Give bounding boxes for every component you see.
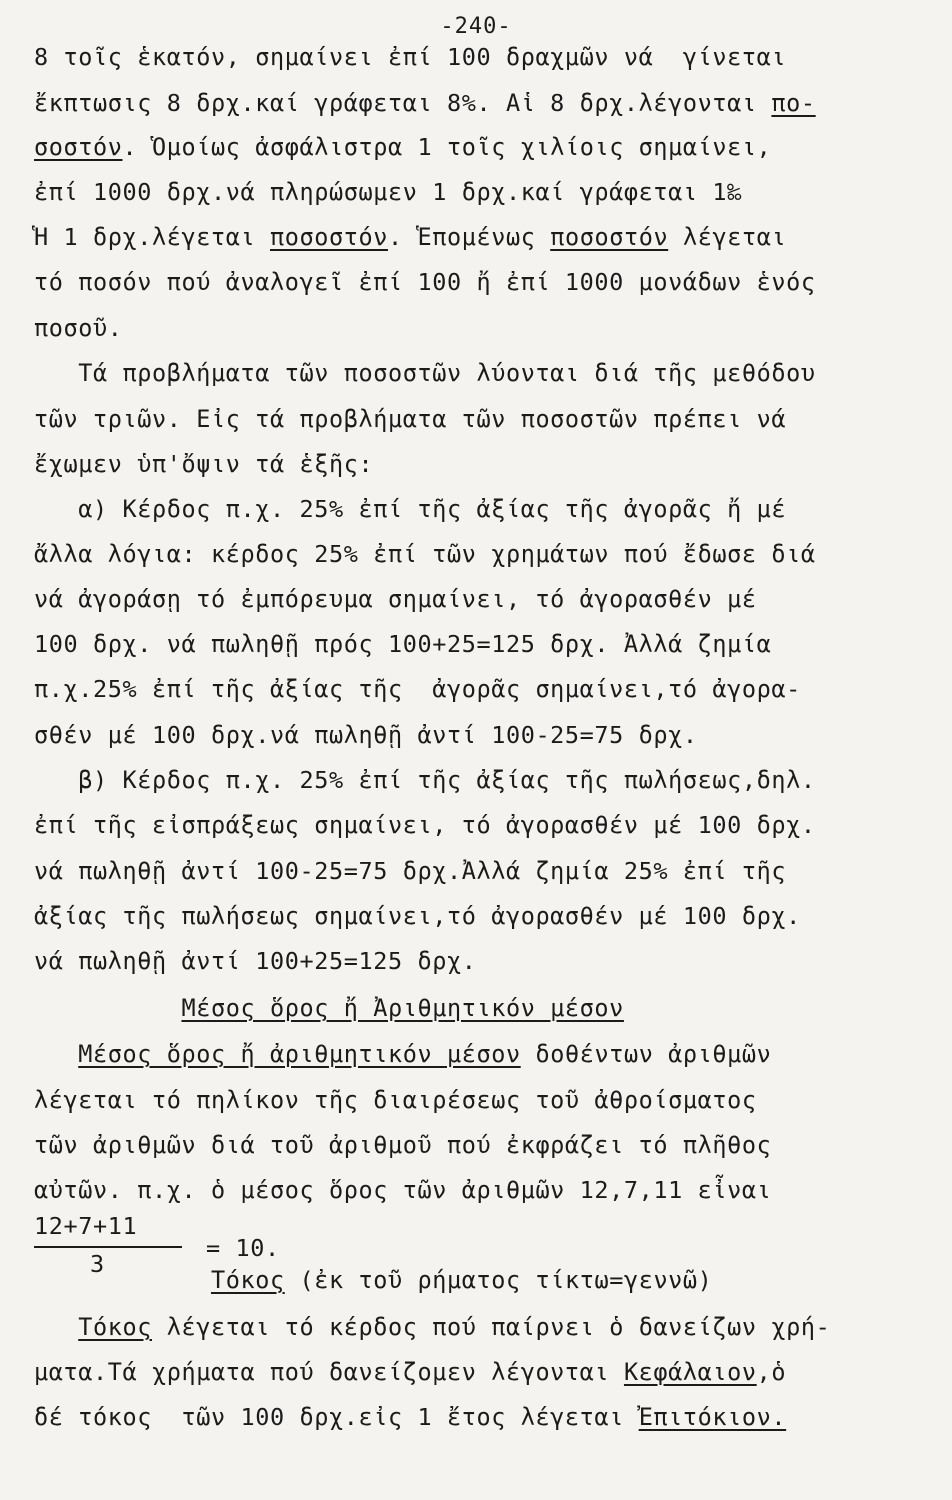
text-span: ποσοῦ. xyxy=(34,314,123,342)
text-line xyxy=(34,765,816,795)
underlined-text: σοστόν xyxy=(34,133,123,161)
text-span: ἀξίας τῆς πωλήσεως σημαίνει,τό ἀγορασθέν μέ 100 δρχ. xyxy=(34,902,801,930)
text-span: δέ τόκος τῶν 100 δρχ.εἰς 1 ἔτος λέγεται xyxy=(34,1403,639,1431)
text-span xyxy=(34,994,181,1022)
text-span: β) Κέρδος π.χ. 25% ἐπί τῆς ἀξίας τῆς πωλήσεως,δηλ. xyxy=(34,766,816,794)
underlined-text: Ἐπιτόκιον. xyxy=(638,1403,787,1431)
text-line xyxy=(34,313,123,343)
text-line xyxy=(34,1039,771,1069)
text-span: αὐτῶν. π.χ. ὁ μέσος ὅρος τῶν ἀριθμῶν 12,7,11 εἶναι xyxy=(34,1176,772,1204)
text-line xyxy=(34,42,786,72)
text-line xyxy=(34,810,816,840)
text-span: τῶν ἀριθμῶν διά τοῦ ἀριθμοῦ πού ἐκφράζει τό πλῆθος xyxy=(34,1131,772,1159)
text-line xyxy=(34,1175,771,1205)
underlined-text: Μέσος ὅρος ἤ Ἀριθμητικόν μέσον xyxy=(181,994,624,1022)
text-span: π.χ.25% ἐπί τῆς ἀξίας τῆς ἀγορᾶς σημαίνει,τό ἀγορα- xyxy=(34,675,801,703)
underlined-text: Μέσος ὅρος ἤ ἀριθμητικόν μέσον xyxy=(78,1040,521,1068)
text-line xyxy=(34,132,771,162)
text-line xyxy=(34,1357,786,1387)
text-line xyxy=(34,1085,757,1115)
text-span: νά πωληθῇ ἀντί 100-25=75 δρχ.Ἀλλά ζημία 25% ἐπί τῆς xyxy=(34,857,787,885)
underlined-text: Κεφάλαιον xyxy=(623,1358,757,1386)
text-span: λέγεται τό κέρδος πού παίρνει ὁ δανείζων χρή- xyxy=(152,1313,831,1341)
fraction-bar xyxy=(34,1246,182,1248)
text-line xyxy=(34,720,698,750)
underlined-text: Τόκος xyxy=(78,1313,152,1341)
text-span: τῶν τριῶν. Εἰς τά προβλήματα τῶν ποσοστῶν πρέπει νά xyxy=(34,405,787,433)
text-line xyxy=(34,404,786,434)
text-line xyxy=(34,1130,771,1160)
text-line xyxy=(34,177,742,207)
text-span: . Ὁμοίως ἀσφάλιστρα 1 τοῖς χιλίοις σημαίνει, xyxy=(122,133,772,161)
text-span: ἄλλα λόγια: κέρδος 25% ἐπί τῶν χρημάτων πού ἔδωσε διά xyxy=(34,540,816,568)
text-line xyxy=(34,856,786,886)
text-span: δοθέντων ἀριθμῶν xyxy=(520,1040,772,1068)
fraction-denominator: 3 xyxy=(90,1250,105,1278)
page-number: -240- xyxy=(440,14,512,39)
text-line xyxy=(34,674,801,704)
text-line xyxy=(34,993,624,1023)
text-span: λέγεται τό πηλίκον τῆς διαιρέσεως τοῦ ἀθροίσματος xyxy=(34,1086,757,1114)
text-span: . Ἑπομένως xyxy=(387,223,551,251)
text-span: 100 δρχ. νά πωληθῇ πρός 100+25=125 δρχ. Ἀλλά ζημία xyxy=(34,630,772,658)
text-span: σθέν μέ 100 δρχ.νά πωληθῇ ἀντί 100-25=75 δρχ. xyxy=(34,721,698,749)
underlined-text: πο- xyxy=(771,89,816,117)
text-span: Ἡ 1 δρχ.λέγεται xyxy=(34,223,270,251)
text-span: Τά προβλήματα τῶν ποσοστῶν λύονται διά τῆς μεθόδου xyxy=(34,359,816,387)
text-line xyxy=(34,1312,830,1342)
text-span: λέγεται xyxy=(668,223,787,251)
text-span: νά ἀγοράσῃ τό ἐμπόρευμα σημαίνει, τό ἀγορασθέν μέ xyxy=(34,585,757,613)
underlined-text: ποσοστόν xyxy=(269,223,388,251)
text-span: ἐπί τῆς εἰσπράξεως σημαίνει, τό ἀγορασθέν μέ 100 δρχ. xyxy=(34,811,816,839)
text-span: (ἐκ τοῦ ρήματος τίκτω=γεννῶ) xyxy=(284,1266,713,1294)
underlined-text: ποσοστόν xyxy=(550,223,669,251)
text-line xyxy=(34,539,816,569)
text-span: ,ὁ xyxy=(756,1358,787,1386)
fraction-numerator: 12+7+11 xyxy=(34,1212,138,1240)
fraction-result: = 10. xyxy=(206,1234,280,1262)
text-span xyxy=(34,1040,78,1068)
text-span: τό ποσόν πού ἀναλογεῖ ἐπί 100 ἤ ἐπί 1000 μονάδων ἑνός xyxy=(34,268,816,296)
text-line xyxy=(34,584,757,614)
text-line xyxy=(34,1265,712,1295)
text-span: νά πωληθῇ ἀντί 100+25=125 δρχ. xyxy=(34,947,477,975)
text-span: ματα.Τά χρήματα πού δανείζομεν λέγονται xyxy=(34,1358,624,1386)
text-line xyxy=(34,629,771,659)
text-line xyxy=(34,222,786,252)
text-line xyxy=(34,946,476,976)
text-span xyxy=(34,1266,211,1294)
text-line xyxy=(34,901,801,931)
underlined-text: Τόκος xyxy=(210,1266,285,1294)
text-line xyxy=(34,449,373,479)
text-line xyxy=(34,358,816,388)
text-span: α) Κέρδος π.χ. 25% ἐπί τῆς ἀξίας τῆς ἀγορᾶς ἤ μέ xyxy=(34,495,787,523)
text-span: ἐπί 1000 δρχ.νά πληρώσωμεν 1 δρχ.καί γράφεται 1‰ xyxy=(34,178,742,206)
text-line xyxy=(34,1402,786,1432)
fraction-example xyxy=(34,1212,280,1278)
text-span: ἔκπτωσις 8 δρχ.καί γράφεται 8%. Αἱ 8 δρχ.λέγονται xyxy=(34,89,772,117)
text-line xyxy=(34,88,816,118)
text-span: ἔχωμεν ὑπ'ὄψιν τά ἑξῆς: xyxy=(34,450,374,478)
text-line xyxy=(34,267,816,297)
text-span: 8 τοῖς ἑκατόν, σημαίνει ἐπί 100 δραχμῶν νά γίνεται xyxy=(34,43,787,71)
text-span xyxy=(34,1313,78,1341)
text-line xyxy=(34,494,786,524)
